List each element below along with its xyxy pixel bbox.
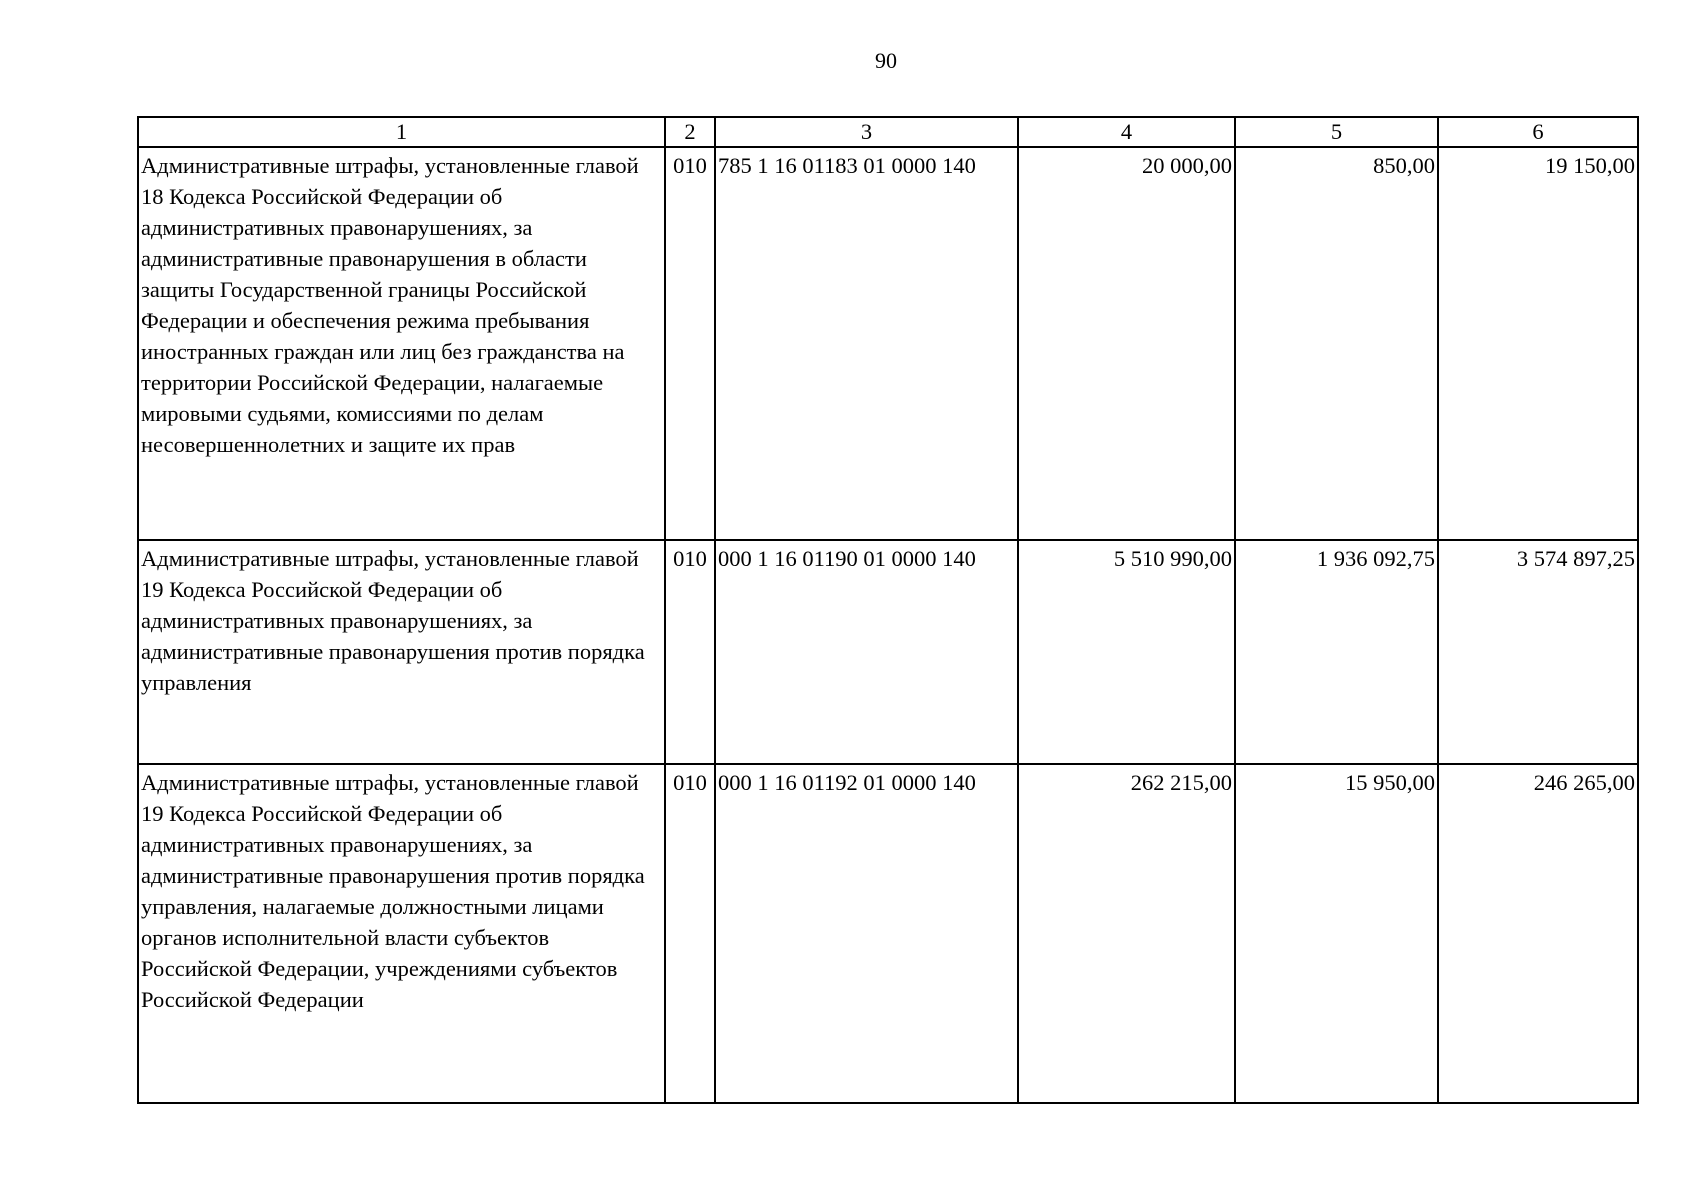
table-header-row xyxy=(138,117,1638,147)
income-name: Административные штрафы, установленные главой 19 Кодекса Российской Федерации об административных правонарушениях, за административные правонарушения против порядка управления xyxy=(141,546,645,695)
executed-amount: 850,00 xyxy=(1373,153,1435,178)
column-header-4: 4 xyxy=(1018,117,1235,147)
line-code: 010 xyxy=(673,546,707,571)
income-name-cell xyxy=(138,147,665,540)
page-number: 90 xyxy=(875,48,897,73)
unexecuted-cell xyxy=(1438,147,1638,540)
executed-amount: 1 936 092,75 xyxy=(1316,546,1435,571)
approved-cell xyxy=(1018,540,1235,764)
income-name: Административные штрафы, установленные главой 18 Кодекса Российской Федерации об административных правонарушениях, за административные правонарушения в области защиты Государственной границы Российской Федерации и обеспечения режима пребывания иностранных граждан или лиц без гражданства на территории Российской Федерации, налагаемые мировыми судьями, комиссиями по делам несовершеннолетних и защите их прав xyxy=(141,153,639,457)
approved-cell xyxy=(1018,147,1235,540)
approved-cell xyxy=(1018,764,1235,1103)
unexecuted-cell xyxy=(1438,540,1638,764)
line-code: 010 xyxy=(673,770,707,795)
income-name-cell xyxy=(138,540,665,764)
unexecuted-amount: 3 574 897,25 xyxy=(1516,546,1635,571)
income-name-cell xyxy=(138,764,665,1103)
executed-cell xyxy=(1235,540,1438,764)
column-header-3: 3 xyxy=(715,117,1018,147)
line-code-cell xyxy=(665,147,715,540)
unexecuted-cell xyxy=(1438,764,1638,1103)
income-code-cell xyxy=(715,764,1018,1103)
executed-cell xyxy=(1235,764,1438,1103)
approved-amount: 5 510 990,00 xyxy=(1113,546,1232,571)
column-header-6: 6 xyxy=(1438,117,1638,147)
budget-table xyxy=(137,116,1639,1104)
income-name: Административные штрафы, установленные главой 19 Кодекса Российской Федерации об административных правонарушениях, за административные правонарушения против порядка управления, налагаемые должностными лицами органов исполнительной власти субъектов Российской Федерации, учреждениями субъектов Российской Федерации xyxy=(141,770,645,1012)
column-header-2: 2 xyxy=(665,117,715,147)
unexecuted-amount: 19 150,00 xyxy=(1545,153,1635,178)
table-row xyxy=(138,540,1638,764)
executed-cell xyxy=(1235,147,1438,540)
approved-amount: 262 215,00 xyxy=(1130,770,1232,795)
income-code-cell xyxy=(715,147,1018,540)
table-row xyxy=(138,764,1638,1103)
income-code: 000 1 16 01190 01 0000 140 xyxy=(718,546,976,571)
income-code-cell xyxy=(715,540,1018,764)
column-header-5: 5 xyxy=(1235,117,1438,147)
table-row xyxy=(138,147,1638,540)
column-header-1: 1 xyxy=(138,117,665,147)
line-code: 010 xyxy=(673,153,707,178)
income-code: 785 1 16 01183 01 0000 140 xyxy=(718,153,976,178)
line-code-cell xyxy=(665,540,715,764)
income-code: 000 1 16 01192 01 0000 140 xyxy=(718,770,976,795)
line-code-cell xyxy=(665,764,715,1103)
executed-amount: 15 950,00 xyxy=(1345,770,1435,795)
approved-amount: 20 000,00 xyxy=(1142,153,1232,178)
unexecuted-amount: 246 265,00 xyxy=(1533,770,1635,795)
